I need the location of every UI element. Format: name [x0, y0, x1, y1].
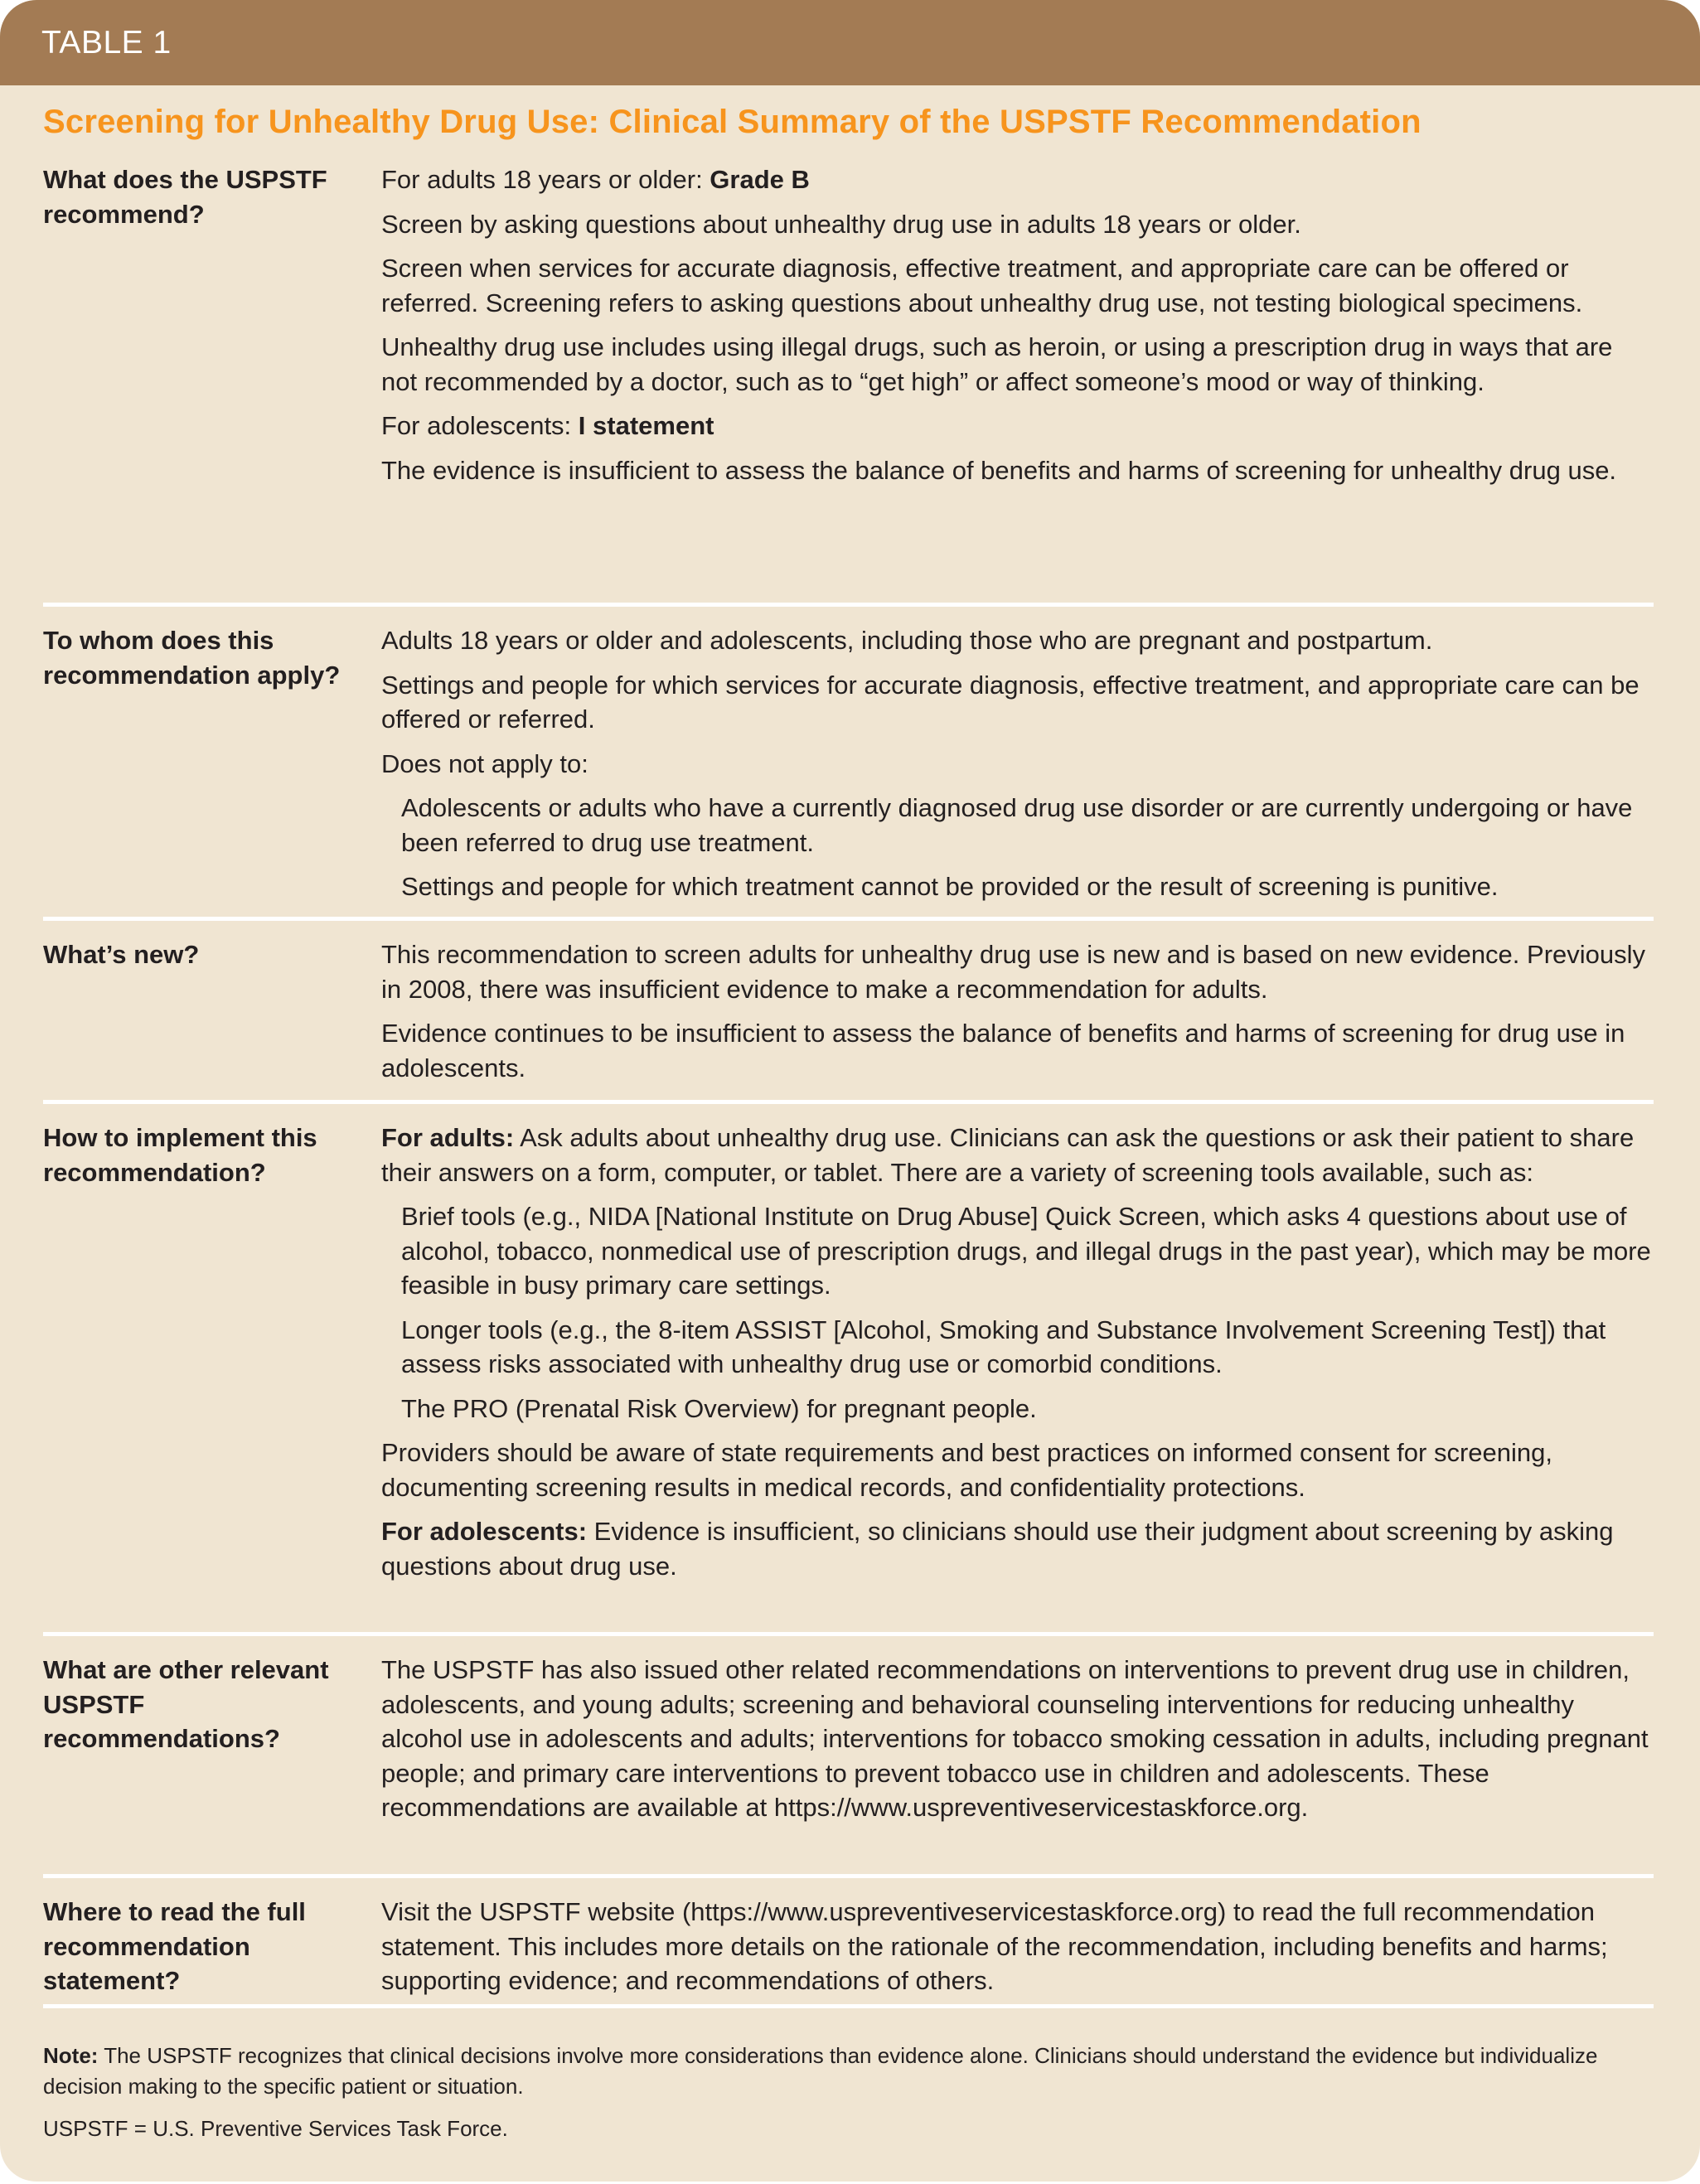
footnote-note [43, 2041, 1654, 2102]
row-answer [381, 1895, 1654, 2004]
answer-para [381, 409, 1654, 443]
answer-para: Visit the USPSTF website (https://www.uspreventiveservicestaskforce.org) to read the full recommendation statement. This includes more details on the rationale of the recommendation, including benefits and harms; supporting evidence; and recommendations of others. [381, 1897, 1608, 1995]
row-question: What are other relevant USPSTF recommendations? [43, 1655, 329, 1753]
answer-para: Screen by asking questions about unhealthy drug use in adults 18 years or older. [381, 209, 1301, 239]
row-other-recommendations [43, 1632, 1654, 1874]
row-where-to-read [43, 1874, 1654, 2008]
row-answer [381, 623, 1654, 917]
answer-para: The USPSTF has also issued other related recommendations on interventions to prevent drug use in children, adolescents, and young adults; screening and behavioral counseling interventions for reducing unhealthy alcohol use in adolescents and adults; interventions for tobacco smoking cessation in adults, including pregnant people; and primary care interventions to prevent tobacco use in children and adolescents. These recommendations are available at https://www.uspreventiveservicestaskforce.org. [381, 1655, 1649, 1822]
row-question: What’s new? [43, 940, 200, 969]
table-footnotes [43, 2041, 1654, 2156]
row-what-recommend [43, 162, 1654, 603]
answer-para: The evidence is insufficient to assess the balance of benefits and harms of screening for unhealthy drug use. [381, 455, 1617, 485]
table-header-band [0, 0, 1700, 85]
answer-bold-lead: For adults: [381, 1123, 515, 1152]
answer-text: For adolescents: [381, 411, 579, 440]
answer-para: Adults 18 years or older and adolescents, including those who are pregnant and postpartum. [381, 626, 1433, 655]
answer-subitem: Longer tools (e.g., the 8-item ASSIST [Alcohol, Smoking and Substance Involvement Screening Test]) that assess risks associated with unhealthy drug use or comorbid conditions. [401, 1315, 1606, 1378]
answer-para: Screen when services for accurate diagnosis, effective treatment, and appropriate care can be offered or referred. Screening refers to asking questions about unhealthy drug use, not testing biological specimens. [381, 254, 1583, 317]
answer-text: Evidence is insufficient, so clinicians should use their judgment about screening by asking questions about drug use. [381, 1517, 1614, 1581]
row-question: To whom does this recommendation apply? [43, 626, 341, 690]
recommendation-rows [43, 162, 1654, 2008]
answer-para: Evidence continues to be insufficient to assess the balance of benefits and harms of screening for drug use in adolescents. [381, 1019, 1625, 1082]
answer-para [381, 1121, 1654, 1189]
grade-badge: I statement [578, 411, 714, 440]
answer-text: Ask adults about unhealthy drug use. Clinicians can ask the questions or ask their patient to share their answers on a form, computer, or tablet. There are a variety of screening tools available, such as: [381, 1123, 1635, 1187]
answer-subitem: Adolescents or adults who have a currently diagnosed drug use disorder or are currently undergoing or have been referred to drug use treatment. [401, 793, 1633, 857]
table-title: Screening for Unhealthy Drug Use: Clinical Summary of the USPSTF Recommendation [43, 104, 1422, 140]
footnote-abbreviation: USPSTF = U.S. Preventive Services Task Force. [43, 2116, 508, 2141]
row-to-whom [43, 603, 1654, 917]
row-answer [381, 162, 1654, 603]
answer-subitem: The PRO (Prenatal Risk Overview) for pregnant people. [401, 1393, 1037, 1423]
answer-text: For adults 18 years or older: [381, 165, 710, 194]
answer-subitem: Settings and people for which treatment cannot be provided or the result of screening is punitive. [401, 872, 1499, 901]
answer-bold-lead: For adolescents: [381, 1517, 588, 1546]
answer-subitem: Brief tools (e.g., NIDA [National Institute on Drug Abuse] Quick Screen, which asks 4 questions about use of alcohol, tobacco, nonmedical use of prescription drugs, and illegal drugs in the past year), which may be more feasible in busy primary care settings. [401, 1202, 1651, 1300]
note-text: The USPSTF recognizes that clinical decisions involve more considerations than evidence alone. Clinicians should understand the evidence but individualize decision making to the specific patient or situation. [43, 2043, 1598, 2099]
row-answer [381, 1653, 1654, 1874]
note-label: Note: [43, 2043, 99, 2068]
answer-para: Does not apply to: [381, 748, 588, 778]
table-label: TABLE 1 [41, 25, 172, 61]
answer-para: This recommendation to screen adults for unhealthy drug use is new and is based on new evidence. Previously in 2008, there was insufficient evidence to make a recommendation for adults. [381, 940, 1646, 1004]
row-answer [381, 937, 1654, 1100]
answer-para [381, 1514, 1654, 1583]
row-whats-new [43, 917, 1654, 1100]
answer-para: Settings and people for which services for accurate diagnosis, effective treatment, and appropriate care can be offered or referred. [381, 670, 1639, 734]
grade-badge: Grade B [710, 165, 810, 194]
answer-para: Providers should be aware of state requirements and best practices on informed consent for screening, documenting screening results in medical records, and confidentiality protections. [381, 1438, 1552, 1502]
row-question: What does the USPSTF recommend? [43, 165, 327, 229]
row-answer [381, 1121, 1654, 1632]
answer-para: Unhealthy drug use includes using illegal drugs, such as heroin, or using a prescription drug in ways that are not recommended by a doctor, such as to “get high” or affect someone’s mood or way of thinking. [381, 332, 1613, 396]
row-how-to-implement [43, 1100, 1654, 1632]
row-question: Where to read the full recommendation statement? [43, 1897, 306, 1995]
row-question: How to implement this recommendation? [43, 1123, 317, 1187]
answer-para [381, 162, 1654, 197]
